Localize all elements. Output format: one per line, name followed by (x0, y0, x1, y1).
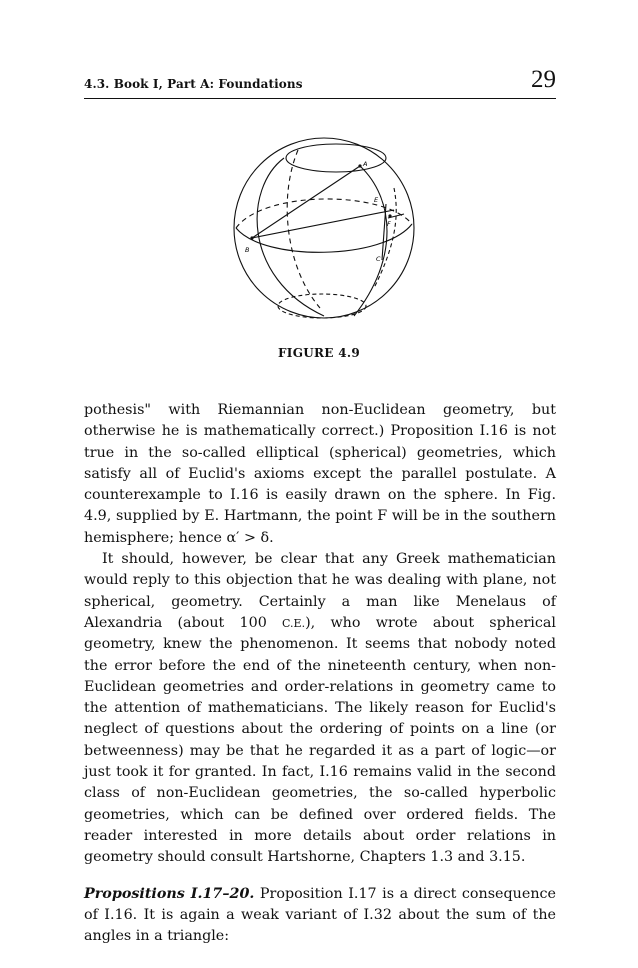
running-header (84, 66, 556, 99)
paragraph-3 (84, 884, 556, 948)
label-a: A (363, 160, 368, 168)
label-c: C (376, 255, 381, 263)
section-heading: Propositions I.17–20. (84, 885, 255, 902)
label-e: E (374, 196, 379, 204)
south-small-circle (278, 294, 366, 318)
paragraph-2-part-b: ), who wrote about spherical geometry, knew the phenomenon. It seems that nobody noted the error before the end of the nineteenth century, when non-Euclidean geometries and order-relations in geometry came to the attention of mathematicians. The likely reason for Euclid's neglect of questions about the ordering of points on a line (or betweenness) may be that he regarded it as a part of logic—or just took it for granted. In fact, I.16 remains valid in the second class of non-Euclidean geometries, the so-called hyperbolic geometries, which can be defined over ordered fields. The reader interested in more details about order relations in geometry should consult Hartshorne, Chapters 1.3 and 3.15. (84, 614, 556, 866)
label-f: F (387, 220, 391, 228)
running-title: 4.3. Book I, Part A: Foundations (84, 77, 303, 91)
meridian-back (287, 150, 320, 308)
paragraph-2-part-a: It should, however, be clear that any Greek mathematician would reply to this objection that he was dealing with plane, not spherical, geometry. Certainly a man like Menelaus of Alexandria (about 100 (84, 551, 556, 631)
paragraph-2 (84, 549, 556, 868)
meridian-a (354, 166, 387, 316)
paragraph-1: pothesis" with Riemannian non-Euclidean geometry, but otherwise he is mathematically correct.) Proposition I.16 is not true in the so-called elliptical (spherical) geometries, which satisfy all of Euclid's axioms except the parallel postulate. A counterexample to I.16 is easily drawn on the sphere. In Fig. 4.9, supplied by E. Hartmann, the point F will be in the southern hemisphere; hence α′ > δ. (84, 402, 556, 546)
era-abbreviation: C.E. (282, 616, 306, 630)
body-text (84, 400, 556, 947)
meridian-left (257, 158, 324, 316)
paragraph-3-text: Proposition I.17 is a direct consequence of I.16. It is again a weak variant of I.32 about the sum of the angles in a triangle: (84, 885, 556, 945)
north-small-circle (286, 144, 386, 172)
label-b: B (245, 246, 250, 254)
figure-caption: FIGURE 4.9 (277, 346, 361, 360)
sphere-figure (224, 128, 424, 328)
page-number: 29 (531, 66, 556, 93)
